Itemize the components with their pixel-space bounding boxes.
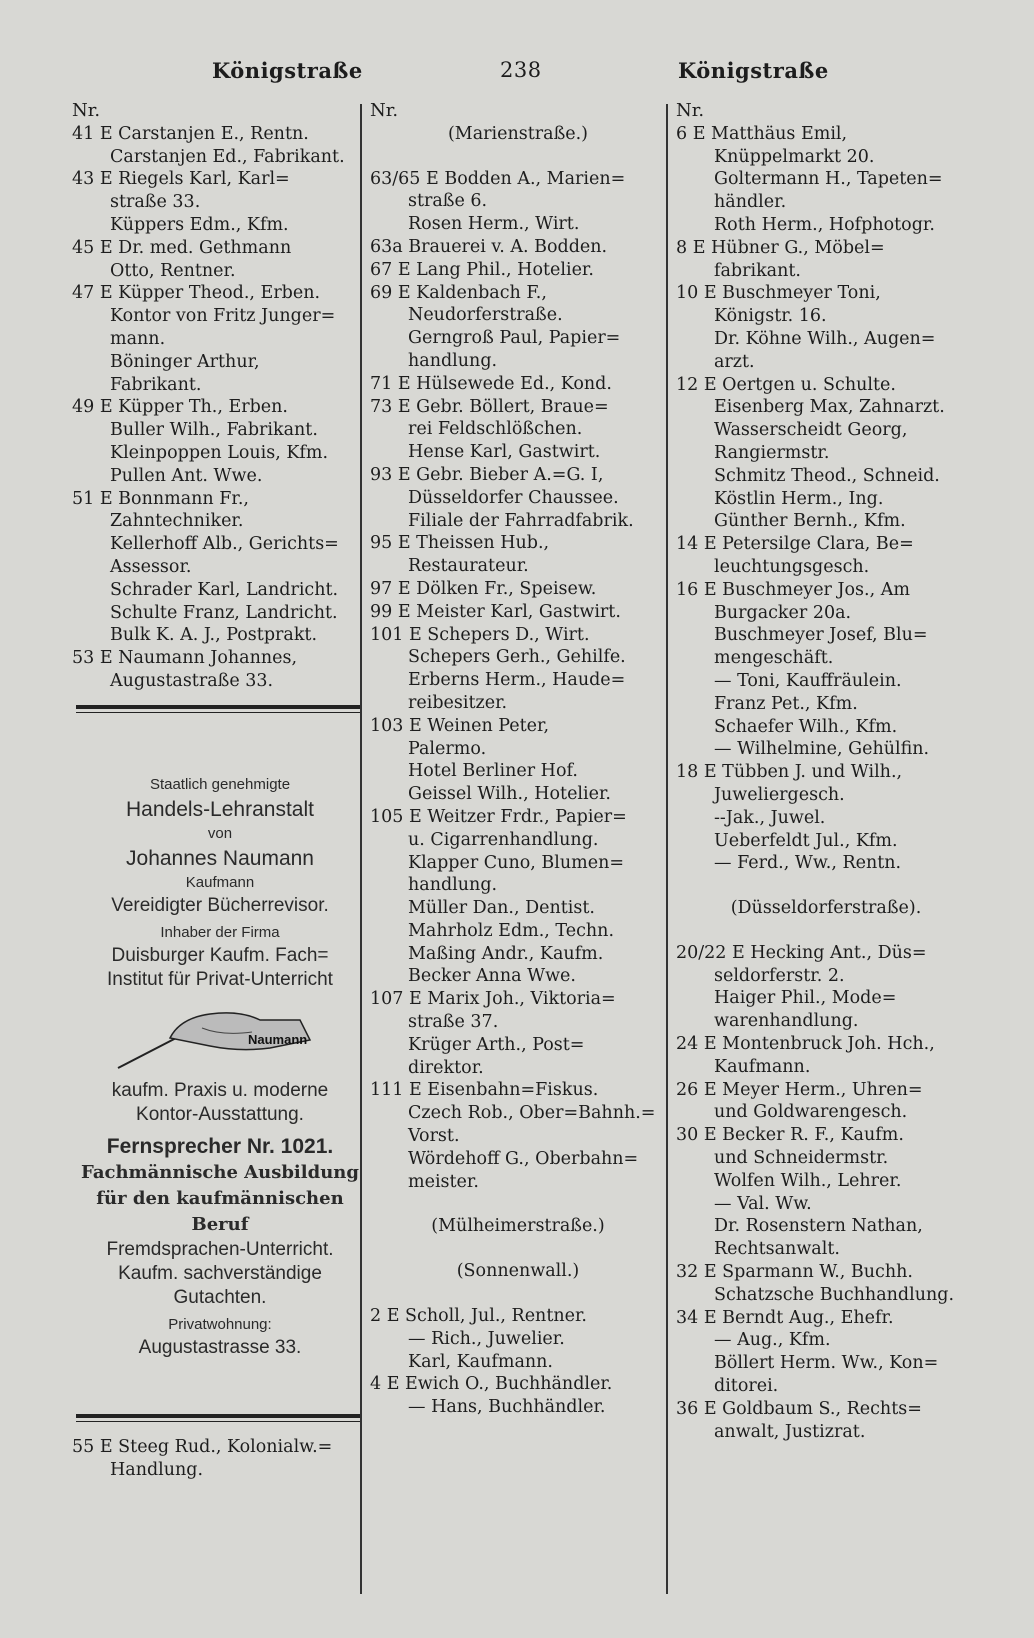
entry-line: reibesitzer. bbox=[408, 692, 508, 713]
entry-line: straße 33. bbox=[110, 192, 201, 213]
entry-line: Schulte Franz, Landricht. bbox=[110, 602, 338, 623]
entry-line: 47 E Küpper Theod., Erben. bbox=[72, 283, 321, 304]
entry-line: Böllert Herm. Ww., Kon= bbox=[714, 1353, 939, 1374]
entry-line: 43 E Riegels Karl, Karl= bbox=[72, 169, 290, 190]
ad-line: Kontor-Ausstattung. bbox=[136, 1104, 304, 1125]
entry-line: fabrikant. bbox=[714, 260, 801, 281]
entry-line: 41 E Carstanjen E., Rentn. bbox=[72, 123, 309, 144]
pen-label: Naumann bbox=[248, 1032, 308, 1047]
entry-line: Palermo. bbox=[408, 738, 487, 759]
entry-line: — Val. Ww. bbox=[714, 1193, 812, 1214]
entry-line: Rechtsanwalt. bbox=[714, 1239, 840, 1260]
entry-line: 69 E Kaldenbach F., bbox=[370, 282, 547, 303]
entry-line: Wasserscheidt Georg, bbox=[714, 420, 908, 441]
entry-line: seldorferstr. 2. bbox=[714, 965, 845, 986]
entry-line: Dr. Rosenstern Nathan, bbox=[714, 1216, 923, 1237]
entry-line: Buller Wilh., Fabrikant. bbox=[110, 420, 318, 441]
nr-heading: Nr. bbox=[72, 100, 101, 121]
entry-line: Schaefer Wilh., Kfm. bbox=[714, 716, 898, 737]
entry-line: 51 E Bonnmann Fr., bbox=[72, 488, 249, 509]
street-heading: (Mülheimerstraße.) bbox=[431, 1216, 605, 1237]
entry-line: Neudorferstraße. bbox=[408, 305, 563, 326]
spacer bbox=[370, 1283, 666, 1305]
entry-line: handlung. bbox=[408, 875, 498, 896]
entry-line: Kleinpoppen Louis, Kfm. bbox=[110, 442, 329, 463]
entry-line: 32 E Sparmann W., Buchh. bbox=[676, 1262, 913, 1283]
street-heading: (Sonnenwall.) bbox=[456, 1261, 580, 1282]
entry-line: 30 E Becker R. F., Kaufm. bbox=[676, 1125, 904, 1146]
thin-rule bbox=[76, 1421, 360, 1422]
entry-line: leuchtungsgesch. bbox=[714, 556, 870, 577]
entry-line: Wolfen Wilh., Lehrer. bbox=[714, 1170, 902, 1191]
entry-line: 12 E Oertgen u. Schulte. bbox=[676, 374, 896, 395]
entry-line: 63/65 E Bodden A., Marien= bbox=[370, 168, 626, 189]
entry-line: Schrader Karl, Landricht. bbox=[110, 579, 339, 600]
spacer bbox=[370, 1193, 666, 1215]
entry-line: 10 E Buschmeyer Toni, bbox=[676, 283, 881, 304]
entry-line: 26 E Meyer Herm., Uhren= bbox=[676, 1079, 923, 1100]
entry-line: 93 E Gebr. Bieber A.=G. I, bbox=[370, 464, 604, 485]
ad-line: Staatlich genehmigte bbox=[149, 776, 291, 793]
ad-line: Duisburger Kaufm. Fach= bbox=[111, 945, 329, 966]
entry-line: Kontor von Fritz Junger= bbox=[110, 306, 336, 327]
entry-line: — Rich., Juwelier. bbox=[408, 1328, 565, 1349]
entry-line: 63a Brauerei v. A. Bodden. bbox=[370, 236, 608, 257]
entry-line: — Toni, Kauffräulein. bbox=[714, 670, 902, 691]
spacer bbox=[370, 1238, 666, 1260]
entry-line: Handlung. bbox=[110, 1459, 204, 1480]
ad-line: Kaufm. sachverständige bbox=[118, 1263, 322, 1284]
running-head-left: Königstraße bbox=[212, 58, 363, 83]
entry-line: 18 E Tübben J. und Wilh., bbox=[676, 762, 903, 783]
ad-line: Inhaber der Firma bbox=[160, 924, 280, 941]
entry-line: Zahntechniker. bbox=[110, 511, 244, 532]
entry-line: Maßing Andr., Kaufm. bbox=[408, 943, 604, 964]
entry-line: und Goldwarengesch. bbox=[714, 1102, 908, 1123]
thick-rule bbox=[76, 705, 360, 709]
entry-line: Goltermann H., Tapeten= bbox=[714, 169, 943, 190]
entry-line: — Hans, Buchhändler. bbox=[408, 1397, 606, 1418]
entry-line: anwalt, Justizrat. bbox=[714, 1421, 866, 1442]
spacer bbox=[370, 146, 666, 168]
entry-line: Filiale der Fahrradfabrik. bbox=[408, 510, 634, 531]
entry-line: Wördehoff G., Oberbahn= bbox=[408, 1148, 639, 1169]
entry-line: 67 E Lang Phil., Hotelier. bbox=[370, 259, 594, 280]
ad-line: Privatwohnung: bbox=[168, 1316, 272, 1333]
column-2 bbox=[370, 100, 666, 1419]
entry-line: u. Cigarrenhandlung. bbox=[408, 829, 599, 850]
entry-line: Dr. Köhne Wilh., Augen= bbox=[714, 328, 936, 349]
entry-line: 55 E Steeg Rud., Kolonialw.= bbox=[72, 1437, 333, 1457]
entry-line: Schatzsche Buchhandlung. bbox=[714, 1284, 955, 1305]
entry-line: handlung. bbox=[408, 350, 498, 371]
entry-line: 49 E Küpper Th., Erben. bbox=[72, 397, 288, 418]
ad-line: Kaufmann bbox=[185, 874, 255, 891]
spacer bbox=[676, 875, 976, 897]
entry-line: meister. bbox=[408, 1171, 479, 1192]
entry-line: Vorst. bbox=[408, 1126, 460, 1147]
ad-line: Johannes Naumann bbox=[126, 847, 314, 870]
entry-line: Haiger Phil., Mode= bbox=[714, 988, 897, 1009]
column-3-entries bbox=[676, 123, 976, 1444]
entry-line: Köstlin Herm., Ing. bbox=[714, 488, 884, 509]
entry-line: Knüppelmarkt 20. bbox=[714, 146, 875, 167]
entry-line: Fabrikant. bbox=[110, 374, 202, 395]
ad-line: Handels-Lehranstalt bbox=[126, 798, 314, 821]
nr-heading: Nr. bbox=[676, 100, 705, 121]
ad-line: kaufm. Praxis u. moderne bbox=[111, 1080, 329, 1101]
entry-line: 4 E Ewich O., Buchhändler. bbox=[370, 1374, 613, 1395]
entry-line: rei Feldschlößchen. bbox=[408, 419, 583, 440]
entry-line: Gerngroß Paul, Papier= bbox=[408, 328, 621, 349]
entry-line: 2 E Scholl, Jul., Rentner. bbox=[370, 1306, 587, 1327]
entry-line: Karl, Kaufmann. bbox=[408, 1351, 553, 1372]
ad-line: Gutachten. bbox=[173, 1287, 267, 1308]
column-2-entries bbox=[370, 123, 666, 1419]
entry-line: Küppers Edm., Kfm. bbox=[110, 214, 289, 235]
entry-line: Assessor. bbox=[110, 556, 192, 577]
entry-line: arzt. bbox=[714, 351, 755, 372]
entry-line: Czech Rob., Ober=Bahnh.= bbox=[408, 1103, 656, 1124]
entry-line: Geissel Wilh., Hotelier. bbox=[408, 784, 611, 805]
entry-line: — Aug., Kfm. bbox=[714, 1330, 831, 1351]
entry-line: Augustastraße 33. bbox=[110, 670, 274, 691]
running-head-right: Königstraße bbox=[678, 58, 829, 83]
entry-line: 20/22 E Hecking Ant., Düs= bbox=[676, 942, 927, 963]
entry-line: 73 E Gebr. Böllert, Braue= bbox=[370, 396, 609, 417]
entry-line: Kellerhoff Alb., Gerichts= bbox=[110, 534, 339, 555]
column-3 bbox=[676, 100, 976, 1443]
entry-line: 105 E Weitzer Frdr., Papier= bbox=[370, 806, 627, 827]
entry-line: Rosen Herm., Wirt. bbox=[408, 214, 580, 235]
ad-line: Fachmännische Ausbildung bbox=[81, 1162, 359, 1183]
entry-line: 99 E Meister Karl, Gastwirt. bbox=[370, 601, 621, 622]
entry-line: 53 E Naumann Johannes, bbox=[72, 648, 298, 669]
entry-line: 45 E Dr. med. Gethmann bbox=[72, 237, 292, 258]
entry-line: Müller Dan., Dentist. bbox=[408, 898, 595, 919]
entry-line: Becker Anna Wwe. bbox=[408, 966, 576, 987]
entry-line: Erberns Herm., Haude= bbox=[408, 670, 626, 691]
entry-line: Franz Pet., Kfm. bbox=[714, 693, 858, 714]
ad-line: Fernsprecher Nr. 1021. bbox=[106, 1135, 334, 1158]
entry-line: Juweliergesch. bbox=[714, 784, 845, 805]
entry-line: Düsseldorfer Chaussee. bbox=[408, 487, 619, 508]
page-number: 238 bbox=[500, 58, 542, 82]
ad-line: Institut für Privat-Unterricht bbox=[107, 969, 333, 990]
street-heading: (Düsseldorferstraße). bbox=[730, 898, 922, 919]
entry-line: Bulk K. A. J., Postprakt. bbox=[110, 625, 318, 646]
entry-line: Carstanjen Ed., Fabrikant. bbox=[110, 146, 345, 167]
entry-line: mengeschäft. bbox=[714, 648, 834, 669]
entry-line: händler. bbox=[714, 192, 787, 213]
entry-line: Günther Bernh., Kfm. bbox=[714, 511, 906, 532]
entry-line: — Ferd., Ww., Rentn. bbox=[714, 853, 902, 874]
entry-line: Kaufmann. bbox=[714, 1056, 811, 1077]
entry-line: Hotel Berliner Hof. bbox=[408, 761, 578, 782]
pen-hand-icon bbox=[110, 998, 330, 1074]
column-1-footer bbox=[72, 1402, 368, 1482]
entry-line: warenhandlung. bbox=[714, 1011, 859, 1032]
entry-line: 34 E Berndt Aug., Ehefr. bbox=[676, 1307, 894, 1328]
entry-line: Klapper Cuno, Blumen= bbox=[408, 852, 624, 873]
entry-line: straße 6. bbox=[408, 191, 488, 212]
entry-line: 6 E Matthäus Emil, bbox=[676, 123, 848, 144]
entry-line: Eisenberg Max, Zahnarzt. bbox=[714, 397, 945, 418]
entry-line: 101 E Schepers D., Wirt. bbox=[370, 624, 590, 645]
entry-line: Restaurateur. bbox=[408, 556, 529, 577]
entry-line: Ueberfeldt Jul., Kfm. bbox=[714, 830, 898, 851]
ad-line: von bbox=[207, 825, 233, 842]
street-heading: (Marienstraße.) bbox=[447, 123, 589, 144]
thin-rule bbox=[76, 712, 360, 713]
entry-line: — Wilhelmine, Gehülfin. bbox=[714, 739, 930, 760]
entry-line: Hense Karl, Gastwirt. bbox=[408, 442, 601, 463]
column-1 bbox=[72, 100, 362, 713]
entry-line: Burgacker 20a. bbox=[714, 602, 852, 623]
entry-line: und Schneidermstr. bbox=[714, 1148, 889, 1169]
entry-line: ditorei. bbox=[714, 1376, 779, 1397]
entry-line: mann. bbox=[110, 328, 166, 349]
entry-line: straße 37. bbox=[408, 1012, 499, 1033]
thick-rule bbox=[76, 1414, 360, 1418]
ad-line: Fremdsprachen-Unterricht. bbox=[106, 1239, 334, 1260]
entry-line: 111 E Eisenbahn=Fiskus. bbox=[370, 1080, 599, 1101]
ad-line: Augustastrasse 33. bbox=[138, 1337, 302, 1358]
spacer bbox=[676, 920, 976, 942]
entry-line: 36 E Goldbaum S., Rechts= bbox=[676, 1398, 922, 1419]
entry-line: Mahrholz Edm., Techn. bbox=[408, 920, 615, 941]
entry-line: Buschmeyer Josef, Blu= bbox=[714, 625, 928, 646]
ad-line: Vereidigter Bücherrevisor. bbox=[111, 895, 329, 916]
entry-line: 8 E Hübner G., Möbel= bbox=[676, 237, 885, 258]
entry-line: 95 E Theissen Hub., bbox=[370, 533, 550, 554]
ad-line: für den kaufmännischen Beruf bbox=[96, 1188, 344, 1235]
entry-line: 107 E Marix Joh., Viktoria= bbox=[370, 989, 616, 1010]
entry-line: 14 E Petersilge Clara, Be= bbox=[676, 534, 914, 555]
entry-line: Königstr. 16. bbox=[714, 306, 827, 327]
entry-line: Pullen Ant. Wwe. bbox=[110, 465, 263, 486]
entry-line: direktor. bbox=[408, 1057, 484, 1078]
entry-line: Schepers Gerh., Gehilfe. bbox=[408, 647, 626, 668]
column-1-entries bbox=[72, 123, 362, 693]
entry-line: Roth Herm., Hofphotogr. bbox=[714, 214, 935, 235]
entry-line: --Jak., Juwel. bbox=[714, 807, 826, 828]
entry-line: Otto, Rentner. bbox=[110, 260, 236, 281]
entry-line: Böninger Arthur, bbox=[110, 351, 260, 372]
entry-line: 103 E Weinen Peter, bbox=[370, 715, 550, 736]
entry-line: 97 E Dölken Fr., Speisew. bbox=[370, 578, 597, 599]
entry-line: 71 E Hülsewede Ed., Kond. bbox=[370, 373, 612, 394]
entry-line: 24 E Montenbruck Joh. Hch., bbox=[676, 1034, 935, 1055]
entry-line: Krüger Arth., Post= bbox=[408, 1034, 585, 1055]
entry-line: Schmitz Theod., Schneid. bbox=[714, 465, 940, 486]
column-divider-2 bbox=[666, 104, 668, 1594]
entry-line: 16 E Buschmeyer Jos., Am bbox=[676, 579, 910, 600]
advertisement bbox=[72, 774, 368, 1360]
entry-line: Rangiermstr. bbox=[714, 442, 830, 463]
nr-heading: Nr. bbox=[370, 100, 399, 121]
